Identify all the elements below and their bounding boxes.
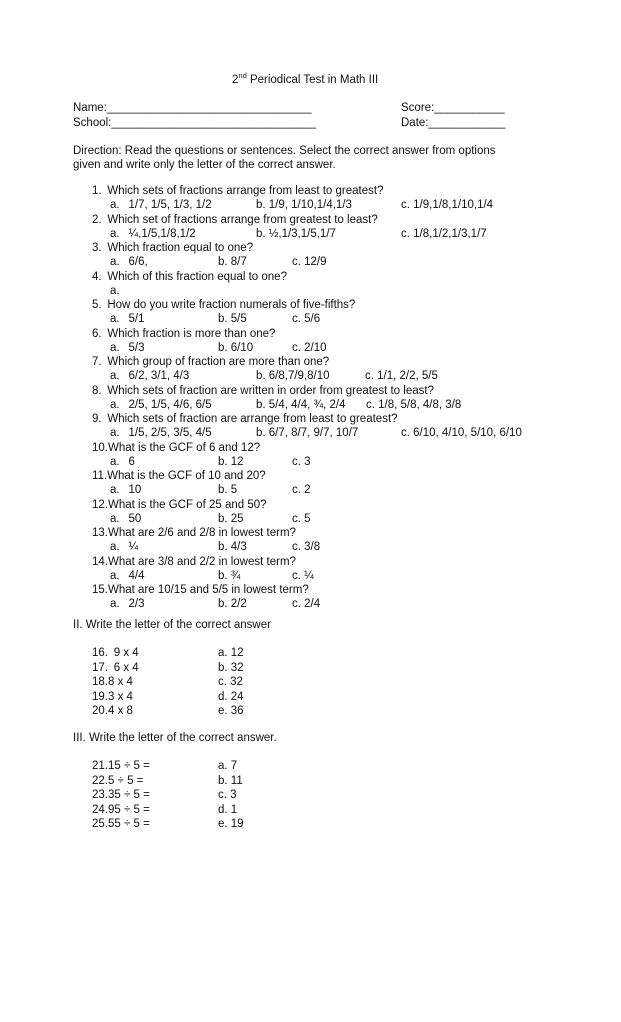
matching-item: 18.8 x 4 <box>92 676 133 688</box>
option-b: b. 25 <box>218 512 244 525</box>
option-c: c. 12/9 <box>292 256 327 268</box>
option-b: b. 6/7, 8/7, 9/7, 10/7 <box>256 427 359 439</box>
page-title <box>232 73 378 87</box>
direction-line-1: Direction: Read the questions or sentences. Select the correct answer from options <box>73 145 496 157</box>
matching-answer: e. 19 <box>218 818 244 830</box>
matching-item: 20.4 x 8 <box>92 705 133 717</box>
question-text: 15.What are 10/15 and 5/5 in lowest term? <box>92 584 309 596</box>
option-a: a. 4/4 <box>110 569 145 582</box>
option-b: b. 8/7 <box>218 256 247 268</box>
option-c: c. 2 <box>292 484 311 496</box>
matching-answer: c. 3 <box>218 789 237 801</box>
question-text: 4. Which of this fraction equal to one? <box>92 270 287 283</box>
matching-answer: b. 32 <box>218 661 244 674</box>
option-a: a. 6 <box>110 455 135 468</box>
option-c: c. 1/1, 2/2, 5/5 <box>365 370 438 382</box>
date-field-label: Date:____________ <box>401 117 506 129</box>
option-b: b. 1/9, 1/10,1/4,1/3 <box>256 199 352 211</box>
option-b: b. 5/4, 4/4, ¾, 2/4 <box>256 398 346 411</box>
title-superscript: nd <box>238 71 247 80</box>
option-c: c. 3/8 <box>292 541 321 553</box>
matching-item: 25.55 ÷ 5 = <box>92 818 150 830</box>
option-b: b. ½,1/3,1/5,1/7 <box>256 227 336 240</box>
question-text: 13.What are 2/6 and 2/8 in lowest term? <box>92 527 296 539</box>
option-c: c. 3 <box>292 455 311 468</box>
option-c: c. 5/6 <box>292 313 321 325</box>
option-a: a. 5/1 <box>110 313 145 325</box>
matching-item: 21.15 ÷ 5 = <box>92 760 150 772</box>
question-text: 14.What are 3/8 and 2/2 in lowest term? <box>92 555 296 568</box>
option-c: c. 1/9,1/8,1/10,1/4 <box>401 199 494 211</box>
question-text: 12.What is the GCF of 25 and 50? <box>92 498 267 511</box>
option-a: a. 5/3 <box>110 341 145 354</box>
question-text: 3. Which fraction equal to one? <box>92 242 254 254</box>
option-b: b. 6/8,7/9,8/10 <box>256 370 330 382</box>
option-b: b. 5/5 <box>218 313 247 325</box>
option-a: a. 1/5, 2/5, 3/5, 4/5 <box>110 427 212 439</box>
matching-answer: a. 12 <box>218 647 244 659</box>
option-a: a. 2/3 <box>110 598 145 610</box>
part-two-heading: II. Write the letter of the correct answer <box>73 619 271 631</box>
title-number: 2 <box>232 74 239 86</box>
option-a: a. 1/7, 1/5, 1/3, 1/2 <box>110 199 212 211</box>
matching-item: 23.35 ÷ 5 = <box>92 789 150 801</box>
option-c: c. 5 <box>292 512 311 525</box>
option-a: a. 50 <box>110 512 142 525</box>
question-text: 10.What is the GCF of 6 and 12? <box>92 441 261 454</box>
option-b: b. ¾ <box>218 569 241 582</box>
option-b: b. 4/3 <box>218 541 247 553</box>
matching-item: 17. 6 x 4 <box>92 661 139 674</box>
question-text: 9. Which sets of fraction are arrange from least to greatest? <box>92 413 398 425</box>
option-b: b. 12 <box>218 455 244 468</box>
option-a: a. ¼,1/5,1/8,1/2 <box>110 227 196 240</box>
option-a: a. 2/5, 1/5, 4/6, 6/5 <box>110 398 212 411</box>
direction-line-2: given and write only the letter of the correct answer. <box>73 159 336 171</box>
option-c: c. 2/10 <box>292 341 327 354</box>
option-a: a. 10 <box>110 484 142 496</box>
option-a: a. 6/2, 3/1, 4/3 <box>110 370 190 382</box>
option-c: c. 1/8,1/2,1/3,1/7 <box>401 227 487 240</box>
question-text: 1. Which sets of fractions arrange from least to greatest? <box>92 185 384 197</box>
option-c: c. 6/10, 4/10, 5/10, 6/10 <box>401 427 522 439</box>
question-text: 8. Which sets of fraction are written in order from greatest to least? <box>92 384 434 397</box>
matching-item: 24.95 ÷ 5 = <box>92 803 150 816</box>
question-text: 11.What is the GCF of 10 and 20? <box>92 470 266 482</box>
matching-answer: b. 11 <box>218 774 243 787</box>
matching-item: 19.3 x 4 <box>92 690 133 703</box>
option-a: a. ¼ <box>110 541 139 553</box>
option-a: a. <box>110 284 120 297</box>
matching-item: 22.5 ÷ 5 = <box>92 774 144 787</box>
option-b: b. 2/2 <box>218 598 247 610</box>
matching-answer: e. 36 <box>218 705 244 717</box>
option-b: b. 6/10 <box>218 341 254 354</box>
option-c: c. 2/4 <box>292 598 321 610</box>
question-text: 2. Which set of fractions arrange from greatest to least? <box>92 213 378 226</box>
school-field-label: School:________________________________ <box>73 117 317 129</box>
question-text: 6. Which fraction is more than one? <box>92 327 276 340</box>
name-field-label: Name:________________________________ <box>73 102 312 114</box>
score-field-label: Score:___________ <box>401 102 505 114</box>
option-c: c. 1/8, 5/8, 4/8, 3/8 <box>366 398 462 411</box>
option-c: c. ¼ <box>292 569 314 582</box>
part-three-heading: III. Write the letter of the correct answer. <box>73 732 277 744</box>
matching-answer: d. 1 <box>218 803 238 816</box>
question-text: 7. Which group of fraction are more than one? <box>92 356 330 368</box>
title-text: Periodical Test in Math III <box>246 74 379 86</box>
option-a: a. 6/6, <box>110 256 148 268</box>
matching-item: 16. 9 x 4 <box>92 647 139 659</box>
matching-answer: c. 32 <box>218 676 243 688</box>
matching-answer: d. 24 <box>218 690 244 703</box>
matching-answer: a. 7 <box>218 760 238 772</box>
question-text: 5. How do you write fraction numerals of five-fifths? <box>92 299 356 311</box>
option-b: b. 5 <box>218 484 238 496</box>
